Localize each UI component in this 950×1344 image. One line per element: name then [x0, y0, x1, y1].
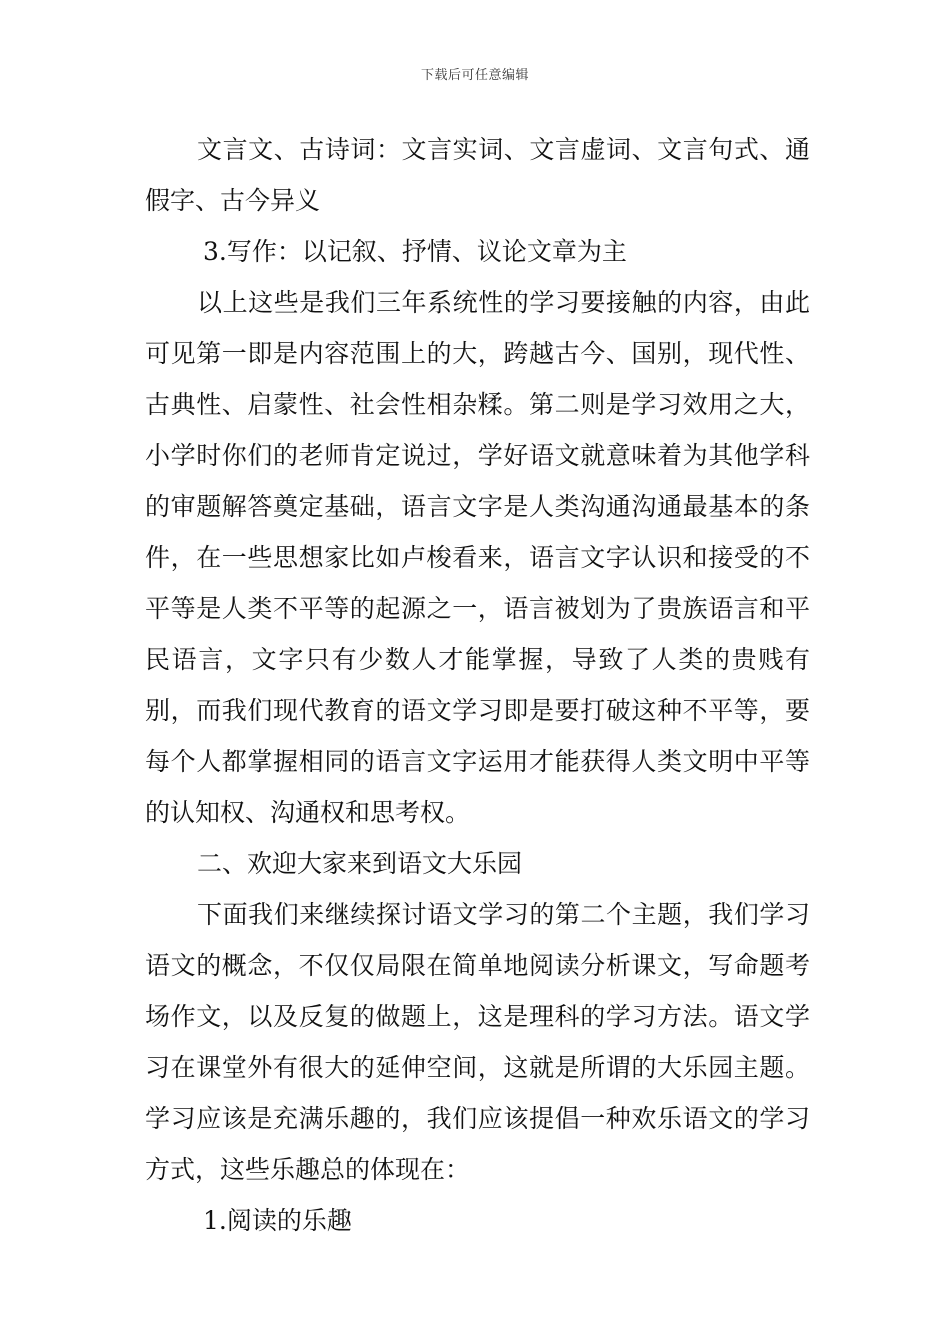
subheading-reading-joy: 1.阅读的乐趣: [203, 1206, 352, 1235]
paragraph-classical-chinese: 文言文、古诗词：文言实词、文言虚词、文言句式、通假字、古今异义: [145, 135, 810, 215]
document-body: [145, 124, 810, 1246]
paragraph-scope-and-value: 以上这些是我们三年系统性的学习要接触的内容，由此可见第一即是内容范围上的大，跨越古今、国别，现代性、古典性、启蒙性、社会性相杂糅。第二则是学习效用之大，小学时你们的老师肯定说过，学好语文就意味着为其他学科的审题解答奠定基础，语言文字是人类沟通沟通最基本的条件，在一些思想家比如卢梭看来，语言文字认识和接受的不平等是人类不平等的起源之一，语言被划为了贵族语言和平民语言，文字只有少数人才能掌握，导致了人类的贵贱有别，而我们现代教育的语文学习即是要打破这种不平等，要每个人都掌握相同的语言文字运用才能获得人类文明中平等的认知权、沟通权和思考权。: [145, 288, 810, 827]
paragraph-writing: 3.写作：以记叙、抒情、议论文章为主: [203, 237, 627, 266]
page-header-note: 下载后可任意编辑: [420, 68, 529, 83]
paragraph-second-theme: 下面我们来继续探讨语文学习的第二个主题，我们学习语文的概念，不仅仅局限在简单地阅读分析课文，写命题考场作文，以及反复的做题上，这是理科的学习方法。语文学习在课堂外有很大的延伸空间，这就是所谓的大乐园主题。学习应该是充满乐趣的，我们应该提倡一种欢乐语文的学习方式，这些乐趣总的体现在：: [145, 900, 810, 1184]
section-heading-2: 二、欢迎大家来到语文大乐园: [197, 849, 523, 878]
